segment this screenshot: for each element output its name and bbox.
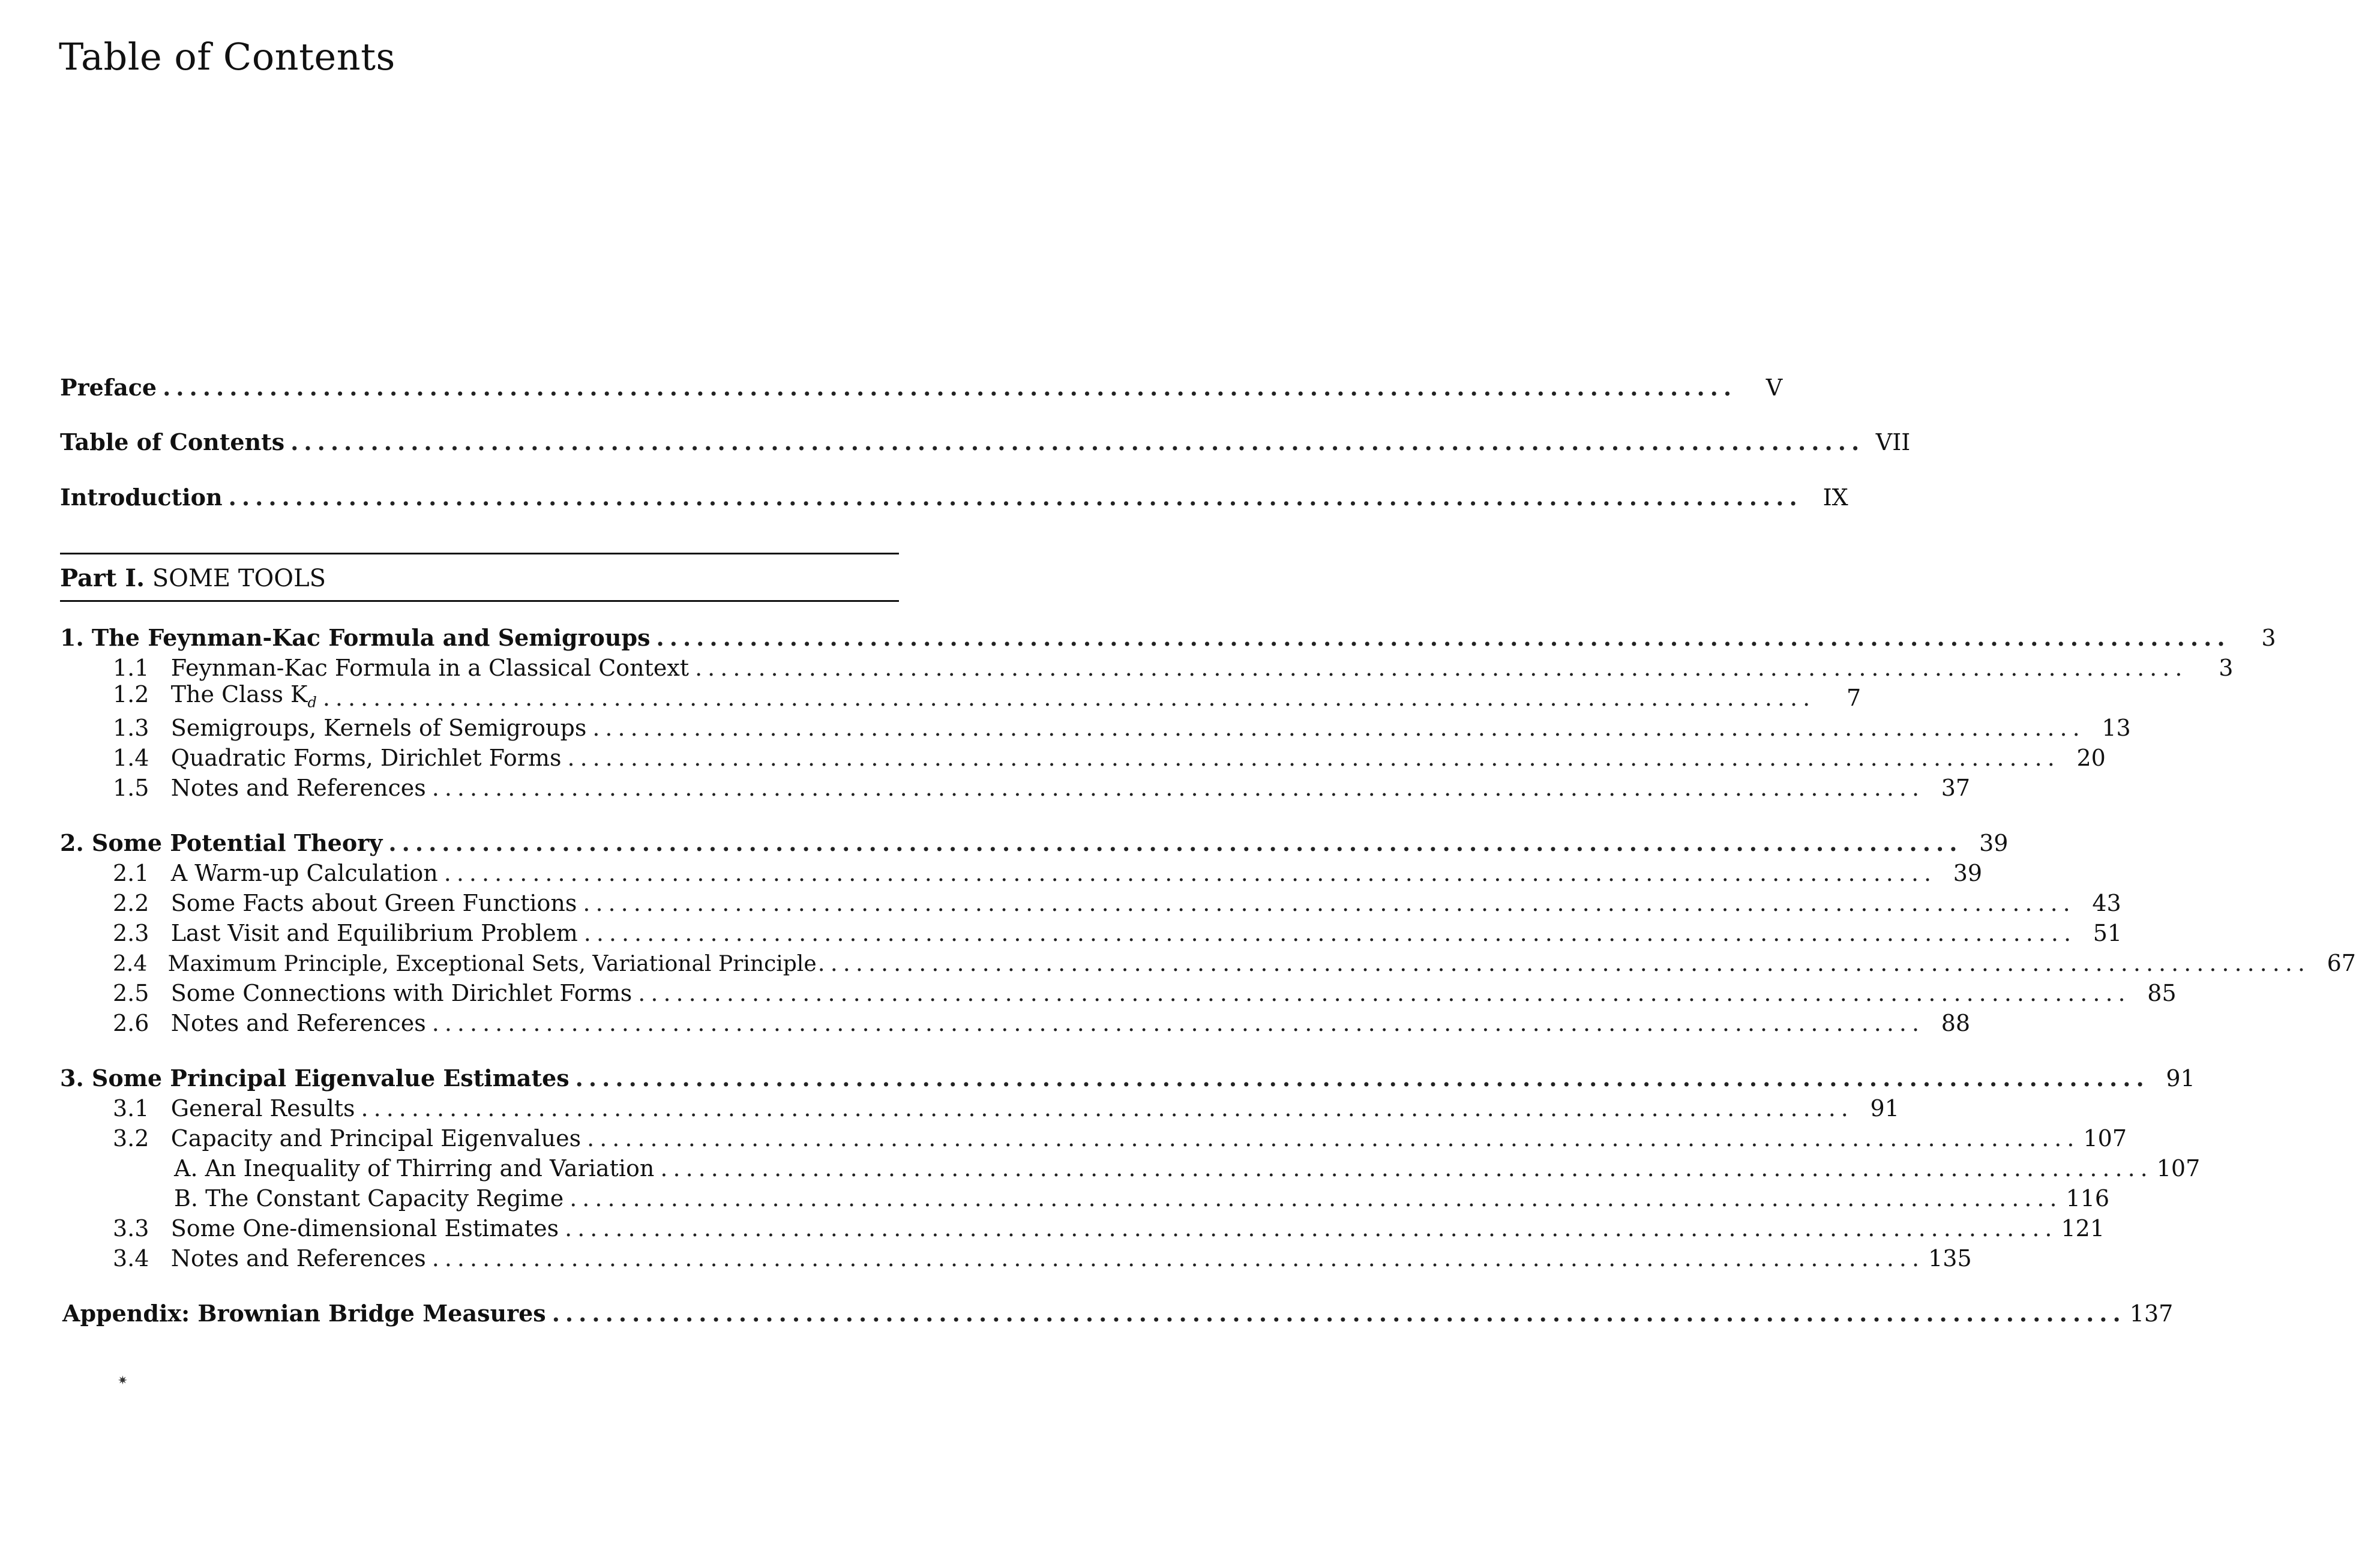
dot-leader: ...................................................................................................................... xyxy=(695,655,2188,681)
dot-leader: ...................................................................................................................... xyxy=(322,685,1816,711)
dot-leader: ...................................................................................................................... xyxy=(817,950,2310,976)
section-label: 2.5 Some Connections with Dirichlet Forms xyxy=(113,980,633,1006)
section-page: 91 xyxy=(1870,1095,1899,1122)
dot-leader: ...................................................................................................................... xyxy=(656,624,2231,651)
toc-section-1-2[interactable] xyxy=(60,681,1862,711)
section-label: 3.4 Notes and References xyxy=(113,1245,426,1272)
section-label: 2.1 A Warm-up Calculation xyxy=(113,860,438,886)
section-page: 121 xyxy=(2061,1215,2105,1242)
dot-leader: ...................................................................................................................... xyxy=(388,829,1963,856)
part-heading xyxy=(60,564,326,592)
page-title: Table of Contents xyxy=(59,35,395,79)
toc-section-2-2[interactable] xyxy=(60,886,2121,916)
entry-page: V xyxy=(1765,374,1783,401)
toc-section-2-1[interactable] xyxy=(60,856,1983,886)
section-label: 2.2 Some Facts about Green Functions xyxy=(113,890,577,916)
dot-leader: ...................................................................................................................... xyxy=(583,920,2077,946)
section-label: 2.4 Maximum Principle, Exceptional Sets, Variational Principle xyxy=(113,952,817,976)
toc-section-1-5[interactable] xyxy=(60,771,1971,801)
section-page: 135 xyxy=(1928,1245,1972,1272)
dot-leader: ...................................................................................................................... xyxy=(565,1215,2058,1242)
section-label: 2.6 Notes and References xyxy=(113,1010,426,1036)
entry-label: Introduction xyxy=(60,484,223,511)
section-label: B. The Constant Capacity Regime xyxy=(174,1185,564,1212)
dot-leader: ...................................................................................................................... xyxy=(569,1185,2063,1212)
toc-section-1-4[interactable] xyxy=(60,741,2106,771)
entry-page: VII xyxy=(1875,429,1911,455)
toc-subsection-3-2-a[interactable] xyxy=(60,1152,2201,1182)
section-label: 1.1 Feynman-Kac Formula in a Classical Context xyxy=(113,655,690,681)
dot-leader: ...................................................................................................................... xyxy=(361,1095,1854,1122)
section-page: 20 xyxy=(2076,745,2106,771)
part-label: Part I. xyxy=(60,564,145,592)
dot-leader: ...................................................................................................................... xyxy=(431,1245,1925,1272)
dot-leader: ...................................................................................................................... xyxy=(163,374,1737,401)
chapter-label: 3. Some Principal Eigenvalue Estimates xyxy=(60,1065,569,1092)
section-label: 2.3 Last Visit and Equilibrium Problem xyxy=(113,920,578,946)
appendix-label: Appendix: Brownian Bridge Measures xyxy=(62,1300,546,1327)
toc-section-3-1[interactable] xyxy=(60,1092,1899,1122)
dot-leader: ...................................................................................................................... xyxy=(660,1155,2153,1182)
toc-section-1-3[interactable] xyxy=(60,711,2131,741)
toc-section-2-3[interactable] xyxy=(60,916,2123,946)
dot-leader: ...................................................................................................................... xyxy=(431,775,1925,801)
section-page: 51 xyxy=(2093,920,2123,946)
section-page: 88 xyxy=(1941,1010,1971,1036)
dot-leader: ...................................................................................................................... xyxy=(567,745,2060,771)
dot-leader: ...................................................................................................................... xyxy=(587,1125,2080,1152)
section-label: 1.3 Semigroups, Kernels of Semigroups xyxy=(113,715,587,741)
section-label: 1.5 Notes and References xyxy=(113,775,426,801)
toc-subsection-3-2-b[interactable] xyxy=(60,1182,2110,1212)
entry-label: Preface xyxy=(60,374,157,401)
chapter-page: 39 xyxy=(1979,830,2009,856)
section-label: 3.3 Some One-dimensional Estimates xyxy=(113,1215,559,1242)
toc-section-3-2[interactable] xyxy=(60,1122,2127,1152)
section-page: 39 xyxy=(1953,860,1983,886)
section-page: 85 xyxy=(2147,980,2177,1006)
section-page: 107 xyxy=(2083,1125,2127,1152)
chapter-page: 3 xyxy=(2261,625,2276,651)
section-label: 3.2 Capacity and Principal Eigenvalues xyxy=(113,1125,581,1152)
section-page: 13 xyxy=(2102,715,2131,741)
section-label: 3.1 General Results xyxy=(113,1095,355,1122)
section-page: 107 xyxy=(2156,1155,2201,1182)
part-title: SOME TOOLS xyxy=(152,565,326,592)
entry-page: IX xyxy=(1823,484,1848,511)
dot-leader: ...................................................................................................................... xyxy=(638,980,2131,1006)
toc-entry-introduction[interactable] xyxy=(60,481,1848,511)
smudge-mark: ✷ xyxy=(118,1373,128,1387)
section-page: 116 xyxy=(2066,1185,2110,1212)
section-label: 1.4 Quadratic Forms, Dirichlet Forms xyxy=(113,745,562,771)
section-label: 1.2 The Class $K_d$ xyxy=(113,681,317,711)
toc-section-1-1[interactable] xyxy=(60,651,2234,681)
toc-chapter-1[interactable] xyxy=(60,621,2276,651)
toc-section-2-6[interactable] xyxy=(60,1006,1971,1036)
toc-section-2-5[interactable] xyxy=(60,976,2177,1006)
toc-entry-table-of-contents[interactable] xyxy=(60,425,1911,455)
toc-appendix[interactable] xyxy=(62,1297,2174,1327)
dot-leader: ...................................................................................................................... xyxy=(583,890,2076,916)
part-rule-top xyxy=(60,553,899,554)
toc-section-3-4[interactable] xyxy=(60,1242,1972,1272)
part-rule-bottom xyxy=(60,600,899,602)
section-page: 67 xyxy=(2327,950,2356,976)
dot-leader: ...................................................................................................................... xyxy=(443,860,1937,886)
section-label: A. An Inequality of Thirring and Variation xyxy=(174,1155,655,1182)
toc-chapter-3[interactable] xyxy=(60,1062,2195,1092)
chapter-page: 91 xyxy=(2166,1065,2195,1092)
chapter-label: 2. Some Potential Theory xyxy=(60,829,383,856)
dot-leader: ...................................................................................................................... xyxy=(575,1065,2150,1092)
dot-leader: ...................................................................................................................... xyxy=(551,1300,2126,1327)
toc-entry-preface[interactable] xyxy=(60,371,1783,401)
section-page: 7 xyxy=(1846,685,1862,711)
dot-leader: ...................................................................................................................... xyxy=(228,484,1803,511)
section-page: 37 xyxy=(1941,775,1971,801)
section-page: 3 xyxy=(2219,655,2234,681)
toc-chapter-2[interactable] xyxy=(60,826,2009,856)
chapter-label: 1. The Feynman-Kac Formula and Semigroups xyxy=(60,624,651,651)
dot-leader: ...................................................................................................................... xyxy=(290,428,1865,455)
section-page: 43 xyxy=(2092,890,2121,916)
toc-section-3-3[interactable] xyxy=(60,1212,2105,1242)
dot-leader: ...................................................................................................................... xyxy=(592,715,2085,741)
appendix-page: 137 xyxy=(2129,1300,2174,1327)
toc-section-2-4[interactable] xyxy=(60,946,2356,976)
dot-leader: ...................................................................................................................... xyxy=(431,1010,1925,1036)
entry-label: Table of Contents xyxy=(60,428,285,455)
